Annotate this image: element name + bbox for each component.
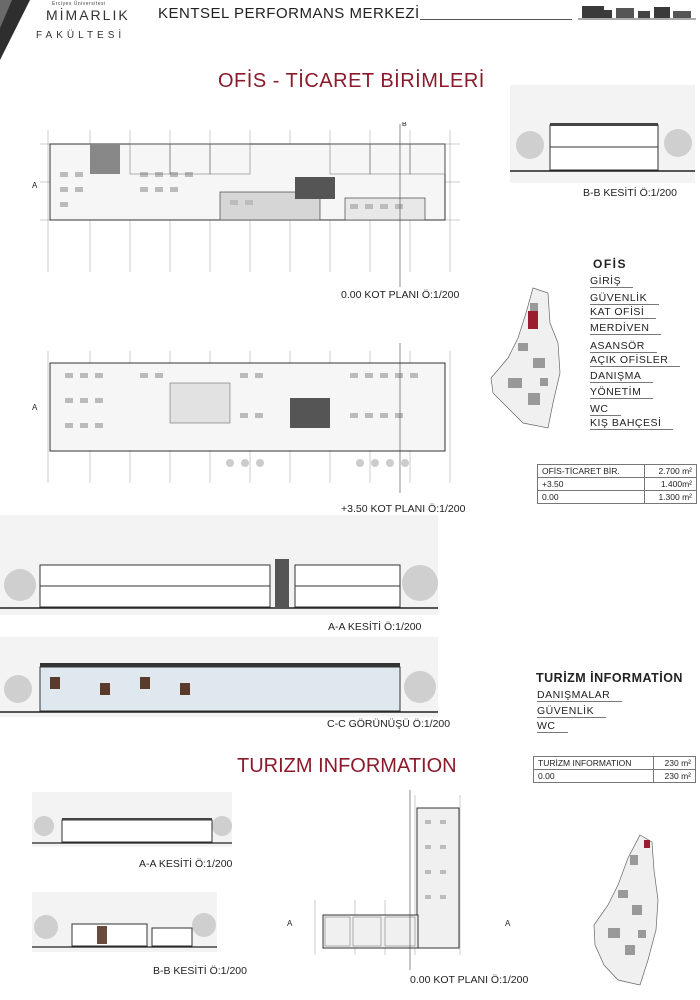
university-name: Erciyes Üniversitesi <box>52 1 106 7</box>
tourism-legend-guvenlik: GÜVENLİK <box>537 705 606 718</box>
header-divider <box>420 19 572 20</box>
table-row <box>534 757 696 770</box>
table-row <box>538 465 697 478</box>
tourism-site-map <box>590 830 665 990</box>
upper-plan-caption: +3.50 KOT PLANI Ö:1/200 <box>341 503 466 515</box>
legend-item-merdiven: MERDİVEN <box>590 322 661 335</box>
legend-item-giris: GİRİŞ <box>590 275 633 288</box>
office-area-table <box>537 464 697 504</box>
office-bb-caption: B-B KESİTİ Ö:1/200 <box>583 187 677 199</box>
tourism-legend-wc: WC <box>537 720 568 733</box>
office-site-map <box>488 283 583 433</box>
area-value: 230 m² <box>654 770 696 783</box>
area-label: 0.00 <box>538 491 645 504</box>
ground-plan-caption: 0.00 KOT PLANI Ö:1/200 <box>341 289 460 301</box>
svg-text:A: A <box>505 919 511 928</box>
tourism-section-title: TURIZM INFORMATION <box>237 755 457 777</box>
tourism-ground-plan <box>285 790 520 970</box>
tourism-section-bb <box>32 892 217 952</box>
area-value: 1.400m² <box>644 478 696 491</box>
area-label: 0.00 <box>534 770 654 783</box>
area-label: OFİS-TİCARET BİR. <box>538 465 645 478</box>
svg-text:A: A <box>287 919 293 928</box>
office-cc-caption: C-C GÖRÜNÜŞÜ Ö:1/200 <box>327 718 451 730</box>
area-value: 230 m² <box>654 757 696 770</box>
section-mark-b: B <box>402 122 407 128</box>
legend-item-asansor: ASANSÖR <box>590 340 657 353</box>
legend-item-kat-ofisi: KAT OFİSİ <box>590 306 656 319</box>
faculty-logo-text: MİMARLIK <box>46 7 130 23</box>
tourism-area-table <box>533 756 696 783</box>
office-section-bb <box>510 85 695 183</box>
office-section-title: OFİS - TİCARET BİRİMLERİ <box>218 70 485 92</box>
svg-text:A: A <box>32 403 38 412</box>
office-section-aa <box>0 515 438 615</box>
legend-item-yonetim: YÖNETİM <box>590 386 653 399</box>
table-row <box>538 491 697 504</box>
area-value: 2.700 m² <box>644 465 696 478</box>
tourism-section-aa <box>32 792 232 847</box>
vehicle-icons <box>578 2 696 22</box>
project-title: KENTSEL PERFORMANS MERKEZİ <box>158 5 420 22</box>
area-value: 1.300 m² <box>644 491 696 504</box>
faculty-logo-subtext: FAKÜLTESİ <box>36 30 126 41</box>
office-aa-caption: A-A KESİTİ Ö:1/200 <box>328 621 422 633</box>
legend-item-acik-ofisler: AÇIK OFİSLER <box>590 354 680 367</box>
tourism-aa-caption: A-A KESİTİ Ö:1/200 <box>139 858 233 870</box>
legend-item-kis-bahcesi: KIŞ BAHÇESİ <box>590 417 673 430</box>
legend-item-guvenlik: GÜVENLİK <box>590 292 659 305</box>
tourism-legend-danismalar: DANIŞMALAR <box>537 689 622 702</box>
table-row <box>538 478 697 491</box>
tourism-bb-caption: B-B KESİTİ Ö:1/200 <box>153 965 247 977</box>
legend-item-wc: WC <box>590 403 621 416</box>
section-mark-a: A <box>32 181 38 190</box>
area-label: TURİZM INFORMATION <box>534 757 654 770</box>
ground-floor-plan <box>30 122 475 287</box>
table-row <box>534 770 696 783</box>
tourism-plan-caption: 0.00 KOT PLANI Ö:1/200 <box>410 974 529 986</box>
office-elevation-cc <box>0 637 438 717</box>
upper-floor-plan <box>30 343 475 493</box>
office-legend-title: OFİS <box>593 257 628 271</box>
tourism-legend-title: TURİZM İNFORMATİON <box>536 671 683 685</box>
legend-item-danisma: DANIŞMA <box>590 370 653 383</box>
area-label: +3.50 <box>538 478 645 491</box>
